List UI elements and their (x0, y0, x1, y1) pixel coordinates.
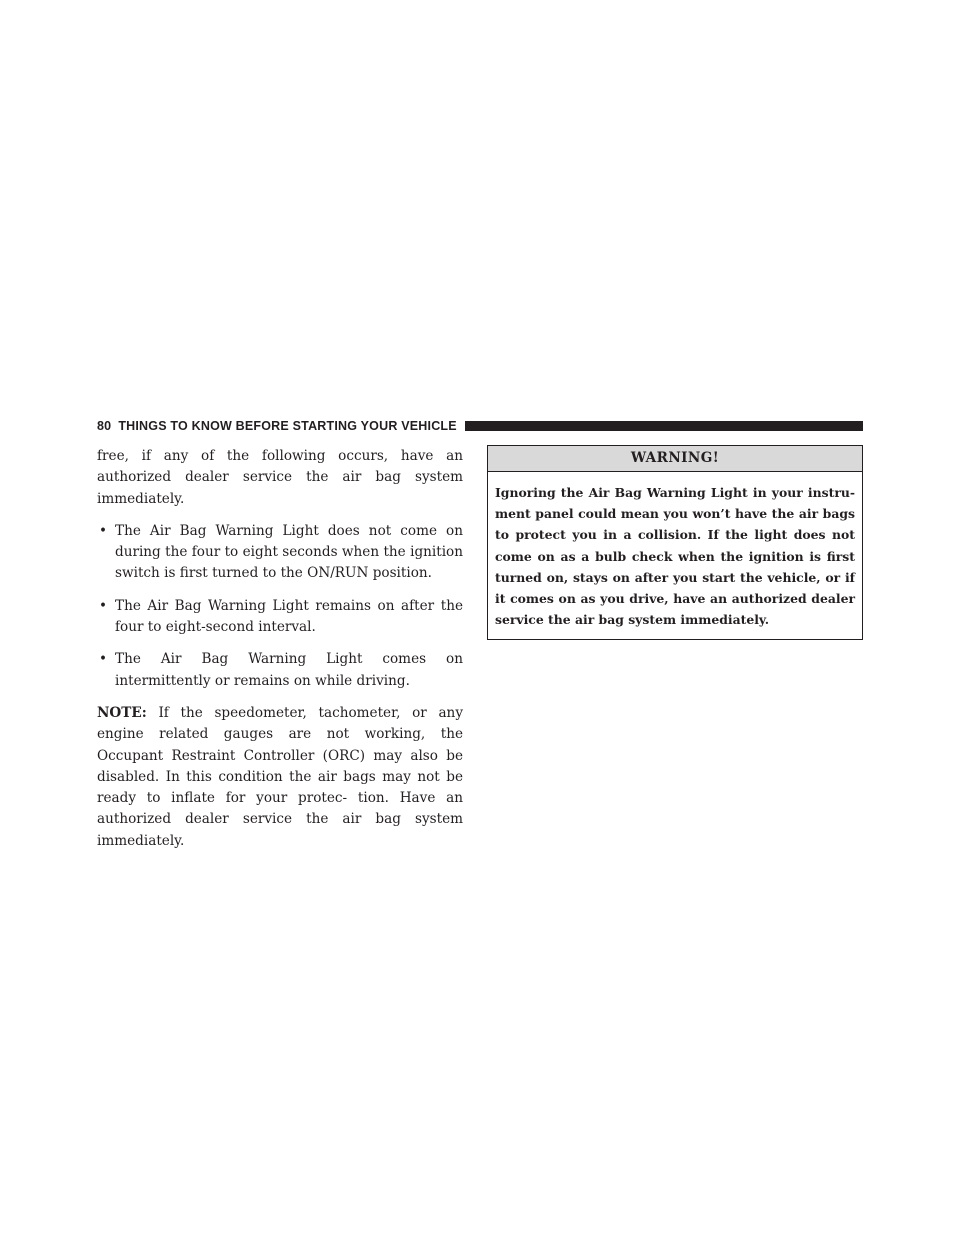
bullet-list (97, 521, 463, 692)
list-item-text: The Air Bag Warning Light comes on intermittently or remains on while driving. (115, 651, 463, 689)
list-item (97, 521, 463, 585)
section-title: THINGS TO KNOW BEFORE STARTING YOUR VEHICLE (118, 419, 457, 433)
note-text: If the speedometer, tachometer, or any engine related gauges are not working, the Occupant Restraint Controller (ORC) may also be disabled. In this condition the air bags may not be ready to inflate for your protec- tion. Have an authorized dealer service the air bag system immediately. (97, 704, 463, 849)
bullet-icon: • (99, 597, 108, 614)
page-header (97, 418, 863, 434)
list-item-text: The Air Bag Warning Light remains on after the four to eight-second interval. (115, 597, 463, 636)
bullet-icon: • (99, 522, 108, 539)
warning-box (487, 445, 863, 640)
list-item (97, 649, 463, 692)
warning-text: Ignoring the Air Bag Warning Light in your instru- ment panel could mean you won’t have the air bags to protect you in a collision. If the light does not come on as a bulb check when the ignition is first turned on, stays on after you start the vehicle, or if it comes on as you drive, have an authorized dealer service the air bag system immediately. (495, 485, 855, 628)
page-number: 80 (97, 419, 112, 433)
note-label: NOTE: (97, 704, 147, 721)
header-rule (465, 421, 863, 431)
list-item-text: The Air Bag Warning Light does not come on during the four to eight seconds when the ignition switch is first turned to the ON/RUN position. (115, 522, 463, 582)
left-column (97, 446, 463, 852)
note-paragraph (97, 703, 463, 852)
warning-title: WARNING! (488, 446, 862, 472)
intro-paragraph: free, if any of the following occurs, have an authorized dealer service the air bag system immediately. (97, 448, 463, 507)
bullet-icon: • (99, 651, 108, 668)
list-item (97, 596, 463, 639)
